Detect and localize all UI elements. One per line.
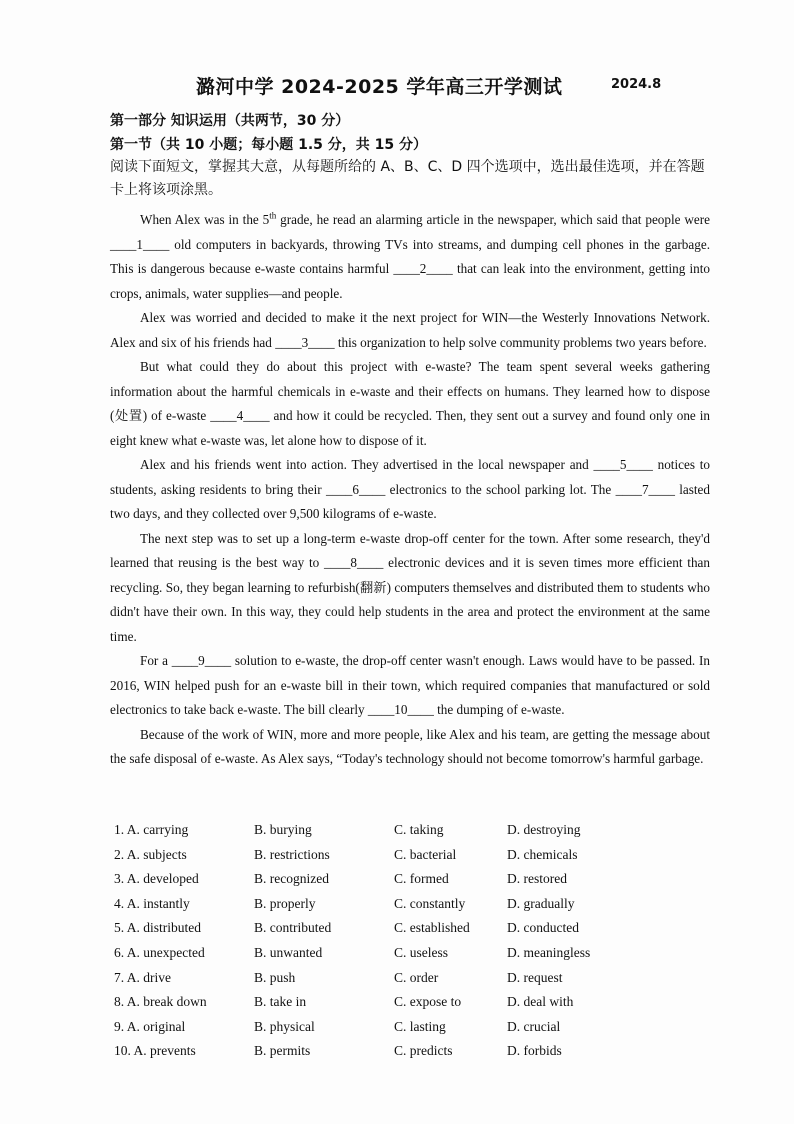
text: lasted two days, and they collected over 9,500 kilograms of e-waste.: [110, 481, 710, 521]
text: For a: [140, 653, 172, 668]
text: solution to e-waste, the drop-off center wasn't enough. Laws would have to be passed. In 2016, WIN helped push for an e-waste bill in their town, which required companies that manufactured or sold electronics to take back e-waste. The bill clearly: [110, 653, 710, 717]
blank-10: ____10____: [367, 702, 434, 717]
option-c: C. taking: [394, 822, 444, 837]
text: that can leak into the environment, getting into crops, animals, water supplies—and people.: [110, 261, 710, 301]
exam-title: 潞河中学 2024-2025 学年高三开学测试: [196, 76, 563, 98]
text: the dumping of e-waste.: [433, 702, 565, 717]
text: Alex and his friends went into action. They advertised in the local newspaper and: [140, 457, 594, 472]
option-b: B. contributed: [254, 920, 332, 936]
text: electronics to the school parking lot. The: [385, 481, 616, 497]
option-b: B. restrictions: [254, 846, 330, 862]
blank-7: ____7____: [615, 481, 675, 497]
option-d: D. chemicals: [507, 846, 578, 862]
option-row: [114, 1043, 714, 1068]
option-a: 5. A. distributed: [114, 920, 201, 936]
option-d: D. request: [507, 969, 563, 985]
text: notices to students, asking residents to bring their: [110, 457, 710, 497]
option-c: C. formed: [394, 871, 449, 887]
option-c: C. predicts: [394, 1043, 453, 1059]
option-b: B. take in: [254, 994, 307, 1010]
instructions: 阅读下面短文，掌握其大意，从每题所给的 A、B、C、D 四个选项中，选出最佳选项，并在答题卡上将该项涂黑。: [110, 159, 705, 198]
option-a: 6. A. unexpected: [114, 944, 205, 960]
paragraph: [110, 355, 710, 453]
option-a: 1. A. carrying: [114, 822, 189, 837]
subsection-heading: 第一节（共 10 小题；每小题 1.5 分，共 15 分）: [110, 137, 428, 153]
blank-2: ____2____: [393, 261, 453, 276]
option-a: 4. A. instantly: [114, 895, 190, 911]
option-b: B. physical: [254, 1018, 315, 1034]
option-row: [114, 847, 714, 872]
paragraph: [110, 208, 710, 306]
option-b: B. recognized: [254, 871, 329, 887]
option-c: C. constantly: [394, 895, 466, 911]
option-d: D. gradually: [507, 895, 575, 911]
blank-5: ____5____: [593, 457, 653, 472]
option-b: B. permits: [254, 1043, 311, 1059]
text: The next step was to set up a long-term e-waste drop-off center for the town. After some research, they'd learned that reusing is the best way to: [110, 530, 710, 570]
paragraph: [110, 527, 710, 650]
option-b: B. properly: [254, 895, 316, 911]
option-b: B. burying: [254, 822, 312, 837]
option-row: [114, 1019, 714, 1044]
header: [0, 72, 794, 102]
option-d: D. crucial: [507, 1018, 561, 1034]
paragraph: [110, 453, 710, 527]
part-heading: 第一部分 知识运用（共两节，30 分）: [110, 113, 350, 129]
option-c: C. order: [394, 969, 439, 985]
option-c: C. useless: [394, 944, 448, 960]
option-d: D. restored: [507, 871, 567, 887]
option-d: D. conducted: [507, 920, 579, 936]
option-row: [114, 994, 714, 1019]
option-a: 8. A. break down: [114, 994, 207, 1010]
text: grade, he read an alarming article in the newspaper, which said that people were: [276, 212, 710, 227]
paragraph: Because of the work of WIN, more and more people, like Alex and his team, are getting the message about the safe disposal of e-waste. As Alex says, “Today's technology should not become tomorrow's harmful garbage.: [110, 726, 710, 766]
text: But what could they do about this project with e-waste? The team spent several weeks gathering information about the harmful chemicals in e-waste and their effects on humans. They learned how to dispose (处置) of e-waste: [110, 359, 710, 423]
option-a: 10. A. prevents: [114, 1043, 196, 1059]
option-a: 3. A. developed: [114, 871, 199, 887]
option-d: D. forbids: [507, 1043, 562, 1059]
option-a: 2. A. subjects: [114, 846, 187, 862]
option-row: [114, 871, 714, 896]
option-row: [114, 945, 714, 970]
option-d: D. deal with: [507, 994, 574, 1010]
option-c: C. expose to: [394, 994, 462, 1010]
superscript: th: [269, 210, 277, 221]
text: and how it could be recycled. Then, they sent out a survey and found only one in eight knew what e-waste was, let alone how to dispose of it.: [110, 408, 710, 448]
blank-4: ____4____: [210, 408, 270, 423]
option-row: [114, 896, 714, 921]
option-row: [114, 822, 714, 847]
option-row: [114, 970, 714, 995]
option-c: C. bacterial: [394, 846, 457, 862]
option-d: D. meaningless: [507, 944, 591, 960]
text: this organization to help solve community problems two years before.: [334, 334, 707, 350]
text: Alex was worried and decided to make it the next project for WIN—the Westerly Innovations Network. Alex and six of his friends had: [110, 310, 710, 350]
exam-date: 2024.8: [611, 77, 662, 92]
option-c: C. lasting: [394, 1018, 446, 1034]
option-b: B. push: [254, 969, 296, 985]
blank-8: ____8____: [324, 555, 384, 570]
blank-9: ____9____: [171, 653, 232, 668]
option-a: 9. A. original: [114, 1018, 186, 1034]
paragraph: [110, 306, 710, 355]
text: old computers in backyards, throwing TVs into streams, and dumping cell phones in the garbage. This is dangerous because e-waste contains harmful: [110, 236, 710, 276]
option-d: D. destroying: [507, 822, 581, 837]
text: electronic devices and it is seven times more efficient than recycling. So, they began learning to refurbish(翻新) computers themselves and distributed them to students who didn't have their own. In this way, they could help students in the area and protect the environment at the same time.: [110, 555, 710, 644]
option-a: 7. A. drive: [114, 969, 171, 985]
blank-3: ____3____: [275, 334, 335, 350]
option-b: B. unwanted: [254, 944, 323, 960]
option-row: [114, 920, 714, 945]
text: When Alex was in the 5: [140, 212, 270, 227]
cloze-passage: [110, 208, 710, 772]
blank-1: ____1____: [110, 236, 170, 252]
options-list: [114, 822, 714, 1068]
option-c: C. established: [394, 920, 470, 936]
paragraph: [110, 649, 710, 723]
blank-6: ____6____: [326, 481, 386, 497]
